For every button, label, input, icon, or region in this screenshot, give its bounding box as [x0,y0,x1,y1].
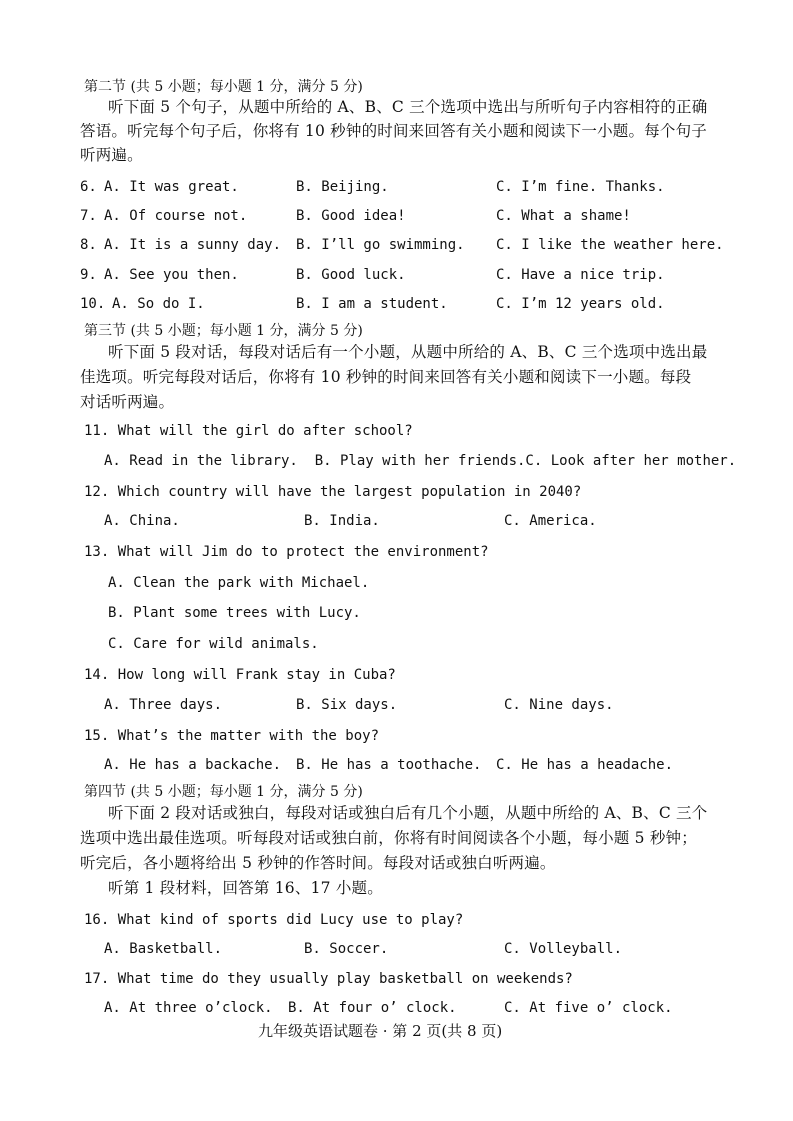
question-14-option-b: B. Six days. [296,697,398,713]
question-15-option-b: B. He has a toothache. [296,757,482,773]
question-15-option-a: A. He has a backache. [104,757,282,773]
option-b: B. Beijing. [296,179,389,195]
option-a: A. So do I. [112,296,205,312]
question-13-stem: 13. What will Jim do to protect the environment? [84,544,489,560]
option-b: B. I’ll go swimming. [296,237,465,253]
section3-heading: 第三节 (共 5 小题；每小题 1 分，满分 5 分) [84,323,363,339]
option-c: C. What a shame! [496,208,631,224]
section3-instruction-line-2: 佳选项。听完每段对话后，你将有 10 秒钟的时间来回答有关小题和阅读下一小题。每段 [80,368,692,386]
option-c: C. Have a nice trip. [496,267,665,283]
section3-instruction-line-1: 听下面 5 段对话，每段对话后有一个小题，从题中所给的 A、B、C 三个选项中选出最 [108,343,708,361]
question-16-stem: 16. What kind of sports did Lucy use to play? [84,912,464,928]
question-number: 8. [80,237,97,253]
option-b: B. Good idea! [296,208,406,224]
section4-instruction-line-3: 听完后，各小题将给出 5 秒钟的作答时间。每段对话或独白听两遍。 [80,854,556,872]
section4-heading: 第四节 (共 5 小题；每小题 1 分，满分 5 分) [84,784,363,800]
question-14-stem: 14. How long will Frank stay in Cuba? [84,667,396,683]
option-a: A. See you then. [104,267,239,283]
question-15-option-c: C. He has a headache. [496,757,674,773]
option-c: C. I’m fine. Thanks. [496,179,665,195]
question-number: 6. [80,179,97,195]
section3-instruction-line-3: 对话听两遍。 [80,393,175,411]
option-a: A. Of course not. [104,208,248,224]
section2-instruction-line-1: 听下面 5 个句子，从题中所给的 A、B、C 三个选项中选出与所听句子内容相符的正确 [108,98,708,116]
question-14-option-c: C. Nine days. [504,697,614,713]
section4-instruction-line-1: 听下面 2 段对话或独白，每段对话或独白后有几个小题，从题中所给的 A、B、C 三个 [108,804,708,822]
question-number: 10. [80,296,106,312]
section2-heading: 第二节 (共 5 小题；每小题 1 分，满分 5 分) [84,79,363,95]
material-1-instruction: 听第 1 段材料，回答第 16、17 小题。 [108,879,383,897]
option-c: C. I’m 12 years old. [496,296,665,312]
section2-instruction-line-3: 听两遍。 [80,146,143,164]
option-b: B. Good luck. [296,267,406,283]
question-11-options: A. Read in the library. B. Play with her friends.C. Look after her mother. [104,453,737,469]
question-13-option-a: A. Clean the park with Michael. [108,575,370,591]
question-16-option-b: B. Soccer. [304,941,389,957]
option-a: A. It was great. [104,179,239,195]
question-number: 7. [80,208,97,224]
question-12-option-a: A. China. [104,513,180,529]
section2-instruction-line-2: 答语。听完每个句子后，你将有 10 秒钟的时间来回答有关小题和阅读下一小题。每个句子 [80,122,707,140]
question-11-stem: 11. What will the girl do after school? [84,423,413,439]
option-a: A. It is a sunny day. [104,237,282,253]
question-12-stem: 12. Which country will have the largest population in 2040? [84,484,582,500]
question-17-option-b: B. At four o’ clock. [288,1000,457,1016]
question-13-option-b: B. Plant some trees with Lucy. [108,605,361,621]
question-17-stem: 17. What time do they usually play basketball on weekends? [84,971,573,987]
option-c: C. I like the weather here. [496,237,724,253]
question-13-option-c: C. Care for wild animals. [108,636,319,652]
question-16-option-c: C. Volleyball. [504,941,623,957]
page-footer: 九年级英语试题卷 · 第 2 页(共 8 页) [258,1022,503,1040]
question-16-option-a: A. Basketball. [104,941,223,957]
section4-instruction-line-2: 选项中选出最佳选项。听每段对话或独白前，你将有时间阅读各个小题，每小题 5 秒钟； [80,829,697,847]
question-12-option-b: B. India. [304,513,380,529]
question-number: 9. [80,267,97,283]
question-15-stem: 15. What’s the matter with the boy? [84,728,380,744]
option-b: B. I am a student. [296,296,448,312]
question-14-option-a: A. Three days. [104,697,223,713]
question-17-option-c: C. At five o’ clock. [504,1000,673,1016]
question-12-option-c: C. America. [504,513,597,529]
question-17-option-a: A. At three o’clock. [104,1000,273,1016]
